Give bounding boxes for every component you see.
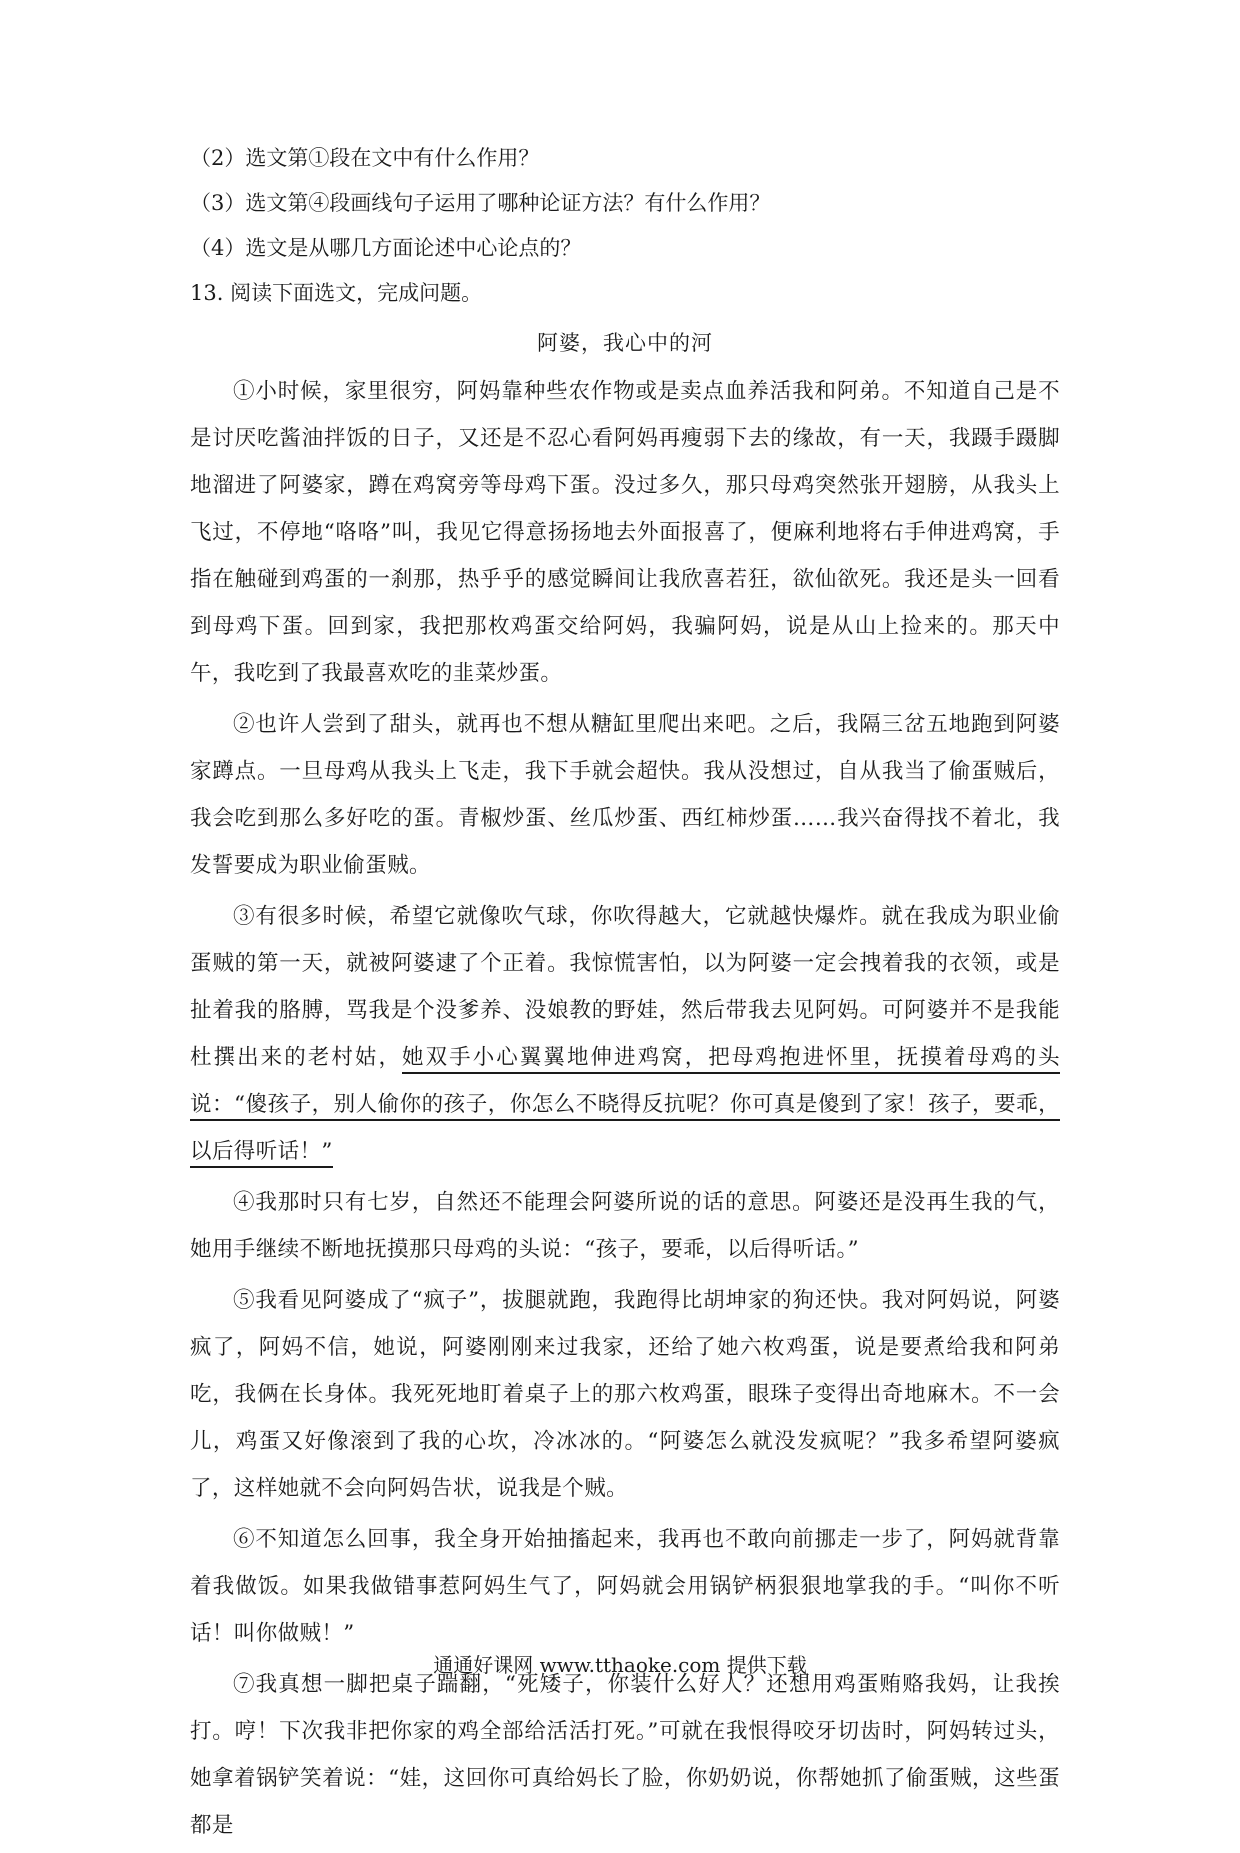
paragraph-4: ④我那时只有七岁，自然还不能理会阿婆所说的话的意思。阿婆还是没再生我的气，她用手继续不断地抚摸那只母鸡的头说：“孩子，要乖，以后得听话。”	[190, 1190, 1060, 1262]
page-footer: 通通好课网 www.tthaoke.com 提供下载	[433, 1653, 807, 1677]
underlined-sentence: 她双手小心翼翼地伸进鸡窝，把母鸡抱进怀里，抚摸着母鸡的头说：“傻孩子，别人偷你的孩子，你怎么不晓得反抗呢？你可真是傻到了家！孩子，要乖，以后得听话！”	[190, 1045, 1060, 1168]
question-3: （3）选文第④段画线句子运用了哪种论证方法？有什么作用？	[190, 191, 771, 215]
paragraph-2: ②也许人尝到了甜头，就再也不想从糖缸里爬出来吧。之后，我隔三岔五地跑到阿婆家蹲点。一旦母鸡从我头上飞走，我下手就会超快。我从没想过，自从我当了偷蛋贼后，我会吃到那么多好吃的蛋。青椒炒蛋、丝瓜炒蛋、西红柿炒蛋……我兴奋得找不着北，我发誓要成为职业偷蛋贼。	[190, 712, 1060, 878]
question-2: （2）选文第①段在文中有什么作用？	[190, 146, 540, 170]
paragraph-3	[190, 893, 1060, 1175]
question-4: （4）选文是从哪几方面论述中心论点的？	[190, 236, 582, 260]
article-title: 阿婆，我心中的河	[537, 331, 713, 355]
paragraph-3-text: ③有很多时候，希望它就像吹气球，你吹得越大，它就越快爆炸。就在我成为职业偷蛋贼的第一天，就被阿婆逮了个正着。我惊慌害怕，以为阿婆一定会拽着我的衣领，或是扯着我的胳膊，骂我是个没爹养、没娘教的野娃，然后带我去见阿妈。可阿婆并不是我能杜撰出来的老村姑，	[190, 904, 1060, 1070]
paragraph-6: ⑥不知道怎么回事，我全身开始抽搐起来，我再也不敢向前挪走一步了，阿妈就背靠着我做饭。如果我做错事惹阿妈生气了，阿妈就会用锅铲柄狠狠地掌我的手。“叫你不听话！叫你做贼！”	[190, 1527, 1060, 1646]
question-13-heading: 13. 阅读下面选文，完成问题。	[190, 281, 483, 305]
document-body	[190, 143, 1060, 1853]
paragraph-7: ⑦我真想一脚把桌子踹翻，“死矮子，你装什么好人？还想用鸡蛋贿赂我妈，让我挨打。哼！下次我非把你家的鸡全部给活活打死。”可就在我恨得咬牙切齿时，阿妈转过头，她拿着锅铲笑着说：“娃，这回你可真给妈长了脸，你奶奶说，你帮她抓了偷蛋贼，这些蛋都是	[190, 1672, 1060, 1838]
paragraph-1: ①小时候，家里很穷，阿妈靠种些农作物或是卖点血养活我和阿弟。不知道自己是不是讨厌吃酱油拌饭的日子，又还是不忍心看阿妈再瘦弱下去的缘故，有一天，我蹑手蹑脚地溜进了阿婆家，蹲在鸡窝旁等母鸡下蛋。没过多久，那只母鸡突然张开翅膀，从我头上飞过，不停地“咯咯”叫，我见它得意扬扬地去外面报喜了，便麻利地将右手伸进鸡窝，手指在触碰到鸡蛋的一刹那，热乎乎的感觉瞬间让我欣喜若狂，欲仙欲死。我还是头一回看到母鸡下蛋。回到家，我把那枚鸡蛋交给阿妈，我骗阿妈，说是从山上捡来的。那天中午，我吃到了我最喜欢吃的韭菜炒蛋。	[190, 379, 1060, 686]
paragraph-5: ⑤我看见阿婆成了“疯子”，拔腿就跑，我跑得比胡坤家的狗还快。我对阿妈说，阿婆疯了，阿妈不信，她说，阿婆刚刚来过我家，还给了她六枚鸡蛋，说是要煮给我和阿弟吃，我俩在长身体。我死死地盯着桌子上的那六枚鸡蛋，眼珠子变得出奇地麻木。不一会儿，鸡蛋又好像滚到了我的心坎，冷冰冰的。“阿婆怎么就没发疯呢？”我多希望阿婆疯了，这样她就不会向阿妈告状，说我是个贼。	[190, 1288, 1060, 1501]
